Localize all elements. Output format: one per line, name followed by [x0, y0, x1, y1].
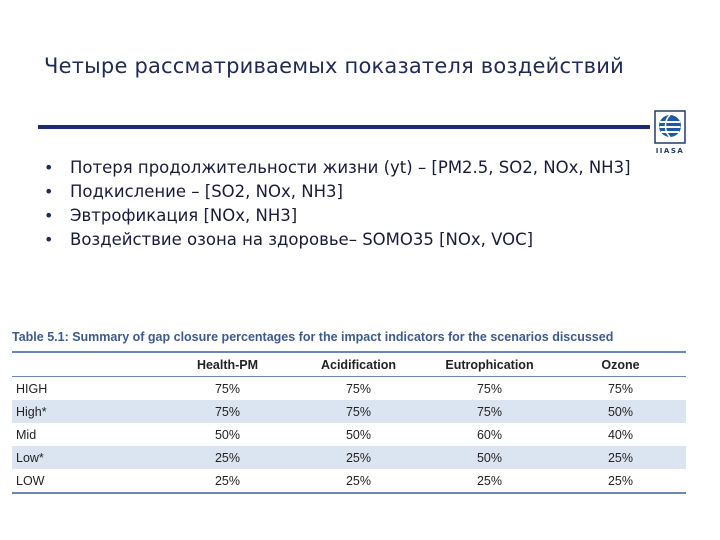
- table-cell: 75%: [607, 381, 634, 396]
- table-row: [12, 400, 686, 423]
- table-cell: 40%: [607, 427, 634, 442]
- table-cell: 25%: [293, 469, 424, 493]
- table-header-cell: Acidification: [293, 352, 424, 377]
- table-cell: 25%: [162, 469, 293, 493]
- table-cell: 75%: [293, 400, 424, 423]
- bullet-dot-icon: •: [44, 230, 54, 249]
- row-label: Mid: [16, 427, 37, 442]
- slide-title: Четыре рассматриваемых показателя воздействий: [44, 54, 624, 78]
- title-rule: [38, 125, 650, 129]
- table-row: [12, 377, 686, 401]
- table-cell: 75%: [214, 381, 241, 396]
- table-header-cell: [12, 352, 162, 377]
- table-cell: 25%: [424, 469, 555, 493]
- table-cell: 50%: [424, 446, 555, 469]
- bullet-list: [44, 157, 644, 253]
- bullet-dot-icon: •: [44, 158, 54, 177]
- row-label: Low*: [12, 446, 162, 469]
- bullet-item: • Эвтрофикация [NOx, NH3]: [44, 206, 298, 225]
- table-row: [12, 423, 686, 446]
- table-cell: 25%: [555, 446, 686, 469]
- bullet-dot-icon: •: [44, 206, 54, 225]
- table-row: [12, 446, 686, 469]
- globe-icon: [654, 110, 686, 144]
- row-label: LOW: [12, 469, 162, 493]
- table-cell: 75%: [345, 381, 372, 396]
- logo-text: IIASA: [655, 147, 685, 155]
- row-label: HIGH: [16, 381, 48, 396]
- table-row: [12, 469, 686, 493]
- table-cell: 50%: [214, 427, 241, 442]
- table-cell: 60%: [476, 427, 503, 442]
- table-header-cell: Ozone: [555, 352, 686, 377]
- table-cell: 25%: [293, 446, 424, 469]
- table-cell: 50%: [345, 427, 372, 442]
- table-cell: 75%: [162, 400, 293, 423]
- table-cell: 75%: [476, 381, 503, 396]
- bullet-item: • Потеря продолжительности жизни (yt) – [PM2.5, SO2, NOx, NH3]: [44, 158, 631, 177]
- gap-closure-table: [12, 351, 686, 494]
- table-cell: 25%: [555, 469, 686, 493]
- iiasa-logo: [654, 110, 686, 158]
- table-header-cell: Eutrophication: [424, 352, 555, 377]
- bullet-dot-icon: •: [44, 182, 54, 201]
- table-cell: 75%: [424, 400, 555, 423]
- table-header-cell: Health-PM: [162, 352, 293, 377]
- table-caption: Table 5.1: Summary of gap closure percentages for the impact indicators for the scenarios discussed: [12, 330, 614, 344]
- table-cell: 25%: [162, 446, 293, 469]
- table-header-row: [12, 352, 686, 377]
- bullet-item: • Воздействие озона на здоровье– SOMO35 [NOx, VOC]: [44, 230, 534, 249]
- table-cell: 50%: [555, 400, 686, 423]
- row-label: High*: [12, 400, 162, 423]
- bullet-item: • Подкисление – [SO2, NOx, NH3]: [44, 182, 343, 201]
